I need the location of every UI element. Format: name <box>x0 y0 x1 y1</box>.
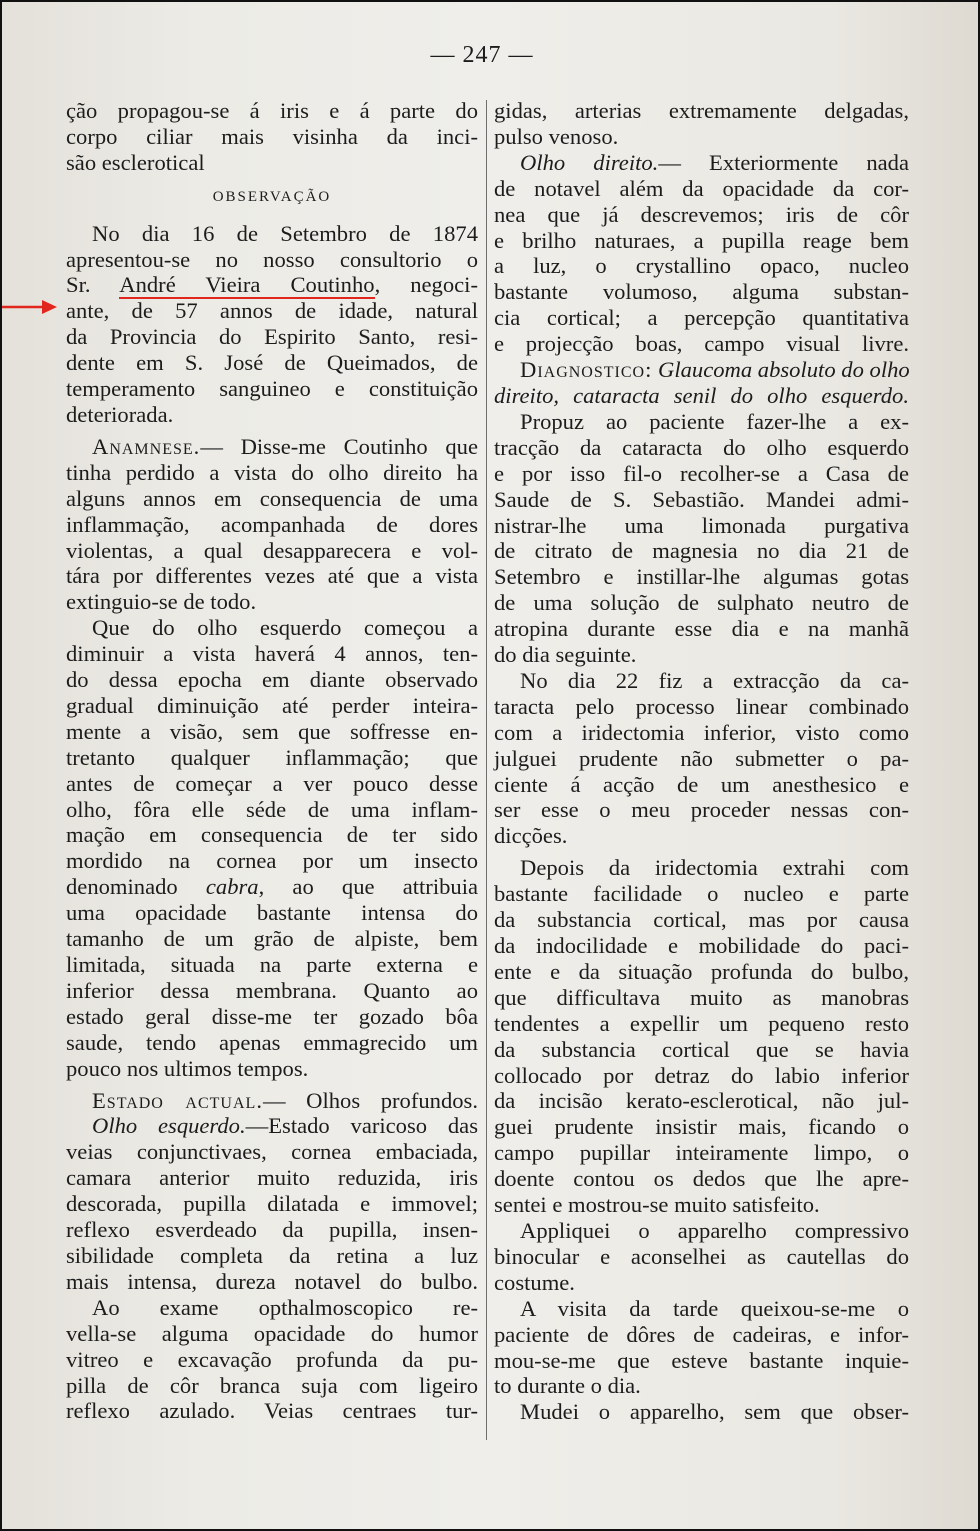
text-line: gradual diminuição até perder inteira- <box>66 692 478 718</box>
text-fragment: — Olhos profundos. <box>262 1087 478 1113</box>
text-line: tamanho de um grão de alpiste, bem <box>66 926 478 952</box>
text-fragment: denominado <box>66 874 206 900</box>
left-column <box>66 98 478 1424</box>
text-line: reflexo azulado. Veias centraes tur- <box>66 1398 478 1424</box>
text-line: paciente de dôres de cadeiras, e infor- <box>494 1321 909 1347</box>
text-line: gidas, arterias extremamente delgadas, <box>494 98 909 123</box>
text-line: do dessa epocha em diante observado <box>66 667 478 693</box>
text-line: deteriorada. <box>66 401 174 427</box>
text-line: taracta pelo processo linear combinado <box>494 693 909 719</box>
text-line-anamnese <box>66 434 478 460</box>
text-line: Depois da iridectomia extrahi com <box>520 855 909 881</box>
text-line: vella-se alguma opacidade do humor <box>66 1320 478 1346</box>
text-line: costume. <box>494 1269 575 1295</box>
text-fragment: , negoci- <box>374 272 478 298</box>
text-line-estado <box>66 1088 478 1114</box>
text-fragment: — Exteriormente nada <box>658 149 909 175</box>
text-line: A visita da tarde queixou-se-me o <box>520 1295 909 1321</box>
section-label: Estado actual. <box>92 1087 263 1113</box>
text-line: julguei prudente não submetter o pa- <box>494 745 909 771</box>
text-line: tára por differentes vezes até que a vista <box>66 563 478 589</box>
text-line: sibilidade completa da retina a luz <box>66 1242 478 1268</box>
text-line: nistrar-lhe uma limonada purgativa <box>494 512 909 538</box>
text-line: saude, tendo apenas emmagrecido um <box>66 1029 478 1055</box>
text-line: da substancia cortical, mas por causa <box>494 907 909 933</box>
text-line: ção propagou-se á iris e á parte do <box>66 98 478 123</box>
text-line: antes de começar a ver pouco desse <box>66 770 478 796</box>
text-line: doente contou os dedos que lhe apre- <box>494 1166 909 1192</box>
text-fragment: —Estado varicoso das <box>245 1113 478 1139</box>
text-line: binocular e aconselhei as cautellas do <box>494 1243 909 1269</box>
text-line: do dia seguinte. <box>494 642 637 668</box>
text-line: mordido na cornea por um insecto <box>66 848 478 874</box>
text-line-olho-esquerdo <box>66 1113 478 1139</box>
text-line-diagnostico <box>494 357 909 383</box>
text-line: veias conjunctivaes, cornea embaciada, <box>66 1139 478 1165</box>
text-line: da indocilidade e mobilidade do paci- <box>494 933 909 958</box>
text-line: Saude de S. Sebastião. Mandei admi- <box>494 486 909 512</box>
text-line: olho, fôra elle séde de uma inflam- <box>66 796 478 822</box>
text-line: inferior dessa membrana. Quanto ao <box>66 977 478 1003</box>
text-line-with-name <box>66 272 478 298</box>
text-line: Appliquei o apparelho compressivo <box>520 1217 909 1243</box>
right-column <box>494 98 909 1425</box>
text-line: uma opacidade bastante intensa do <box>66 900 478 926</box>
text-line: com a iridectomia inferior, visto como <box>494 719 909 745</box>
text-line: pulso venoso. <box>494 123 619 149</box>
text-line: mou-se-me que esteve bastante inquie- <box>494 1347 909 1373</box>
text-line: de uma solução de sulphato neutro de <box>494 590 909 616</box>
text-line: Propuz ao paciente fazer-lhe a ex- <box>520 408 909 434</box>
text-line: apresentou-se no nosso consultorio o <box>66 246 478 272</box>
text-line: da incisão kerato-esclerotical, não jul- <box>494 1088 909 1114</box>
text-line: reflexo esverdeado da pupilla, insen- <box>66 1217 478 1243</box>
text-line: ciente á acção de um anesthesico e <box>494 771 909 797</box>
text-line: atropina durante esse dia e na manhã <box>494 616 909 642</box>
text-line: são esclerotical <box>66 149 205 175</box>
text-line: to durante o dia. <box>494 1373 641 1399</box>
text-line-olho-direito <box>494 150 909 176</box>
text-line: diminuir a vista haverá 4 annos, ten- <box>66 641 478 667</box>
text-line: cia cortical; a percepção quantitativa <box>494 305 909 331</box>
text-line <box>494 383 909 409</box>
text-line: de citrato de magnesia no dia 21 de <box>494 538 909 564</box>
text-line: estado geral disse-me ter gozado bôa <box>66 1003 478 1029</box>
text-line: bastante facilidade o nucleo e parte <box>494 881 909 907</box>
section-label: Anamnese. <box>92 433 201 459</box>
text-line: ser esse o meu proceder nessas con- <box>494 797 909 823</box>
text-line: pilla de côr branca suja com ligeiro <box>66 1372 478 1398</box>
text-line: da Provincia do Espirito Santo, resi- <box>66 324 478 350</box>
text-line: No dia 16 de Setembro de 1874 <box>92 220 478 246</box>
text-line: pouco nos ultimos tempos. <box>66 1055 309 1081</box>
column-divider <box>486 100 487 1440</box>
text-line: e brilho naturaes, a pupilla reage bem <box>494 227 909 253</box>
text-line: campo pupillar inteiramente limpo, o <box>494 1140 909 1166</box>
text-line: No dia 22 fiz a extracção da ca- <box>520 667 909 693</box>
page-number: — 247 — <box>430 42 534 68</box>
text-line: vitreo e excavação profunda da pu- <box>66 1346 478 1372</box>
text-line: guei prudente insistir mais, ficando o <box>494 1114 909 1140</box>
text-line: Que do olho esquerdo começou a <box>92 615 478 641</box>
text-line: que difficultava muito as manobras <box>494 984 909 1010</box>
red-arrow-icon <box>2 298 58 316</box>
text-line: corpo ciliar mais visinha da inci- <box>66 123 478 149</box>
text-line: limitada, situada na parte externa e <box>66 952 478 977</box>
highlighted-name: André Vieira Coutinho <box>119 272 375 298</box>
text-line: a luz, o crystallino opaco, nucleo <box>494 253 909 279</box>
text-line: camara anterior muito reduzida, iris <box>66 1165 478 1191</box>
text-fragment: , ao que attribuia <box>258 874 478 900</box>
text-line: bastante volumoso, alguma substan- <box>494 279 909 305</box>
text-line: dicções. <box>494 823 568 849</box>
text-line: mente a visão, sem que soffresse en- <box>66 718 478 744</box>
text-line: temperamento sanguineo e constituição <box>66 376 478 402</box>
text-line: collocado por detraz do labio inferior <box>494 1062 909 1088</box>
section-heading: OBSERVAÇÃO <box>212 188 332 205</box>
text-line: Mudei o apparelho, sem que obser- <box>520 1399 909 1425</box>
italic-word: cabra <box>205 874 259 900</box>
italic-label: Olho esquerdo. <box>92 1113 246 1139</box>
text-line: nea que já descrevemos; iris de côr <box>494 201 909 227</box>
text-line: tendentes a expellir um pequeno resto <box>494 1010 909 1036</box>
text-line: ante, de 57 annos de idade, natural <box>66 298 478 324</box>
text-line: mação em consequencia de ter sido <box>66 822 478 848</box>
text-line: inflammação, acompanhada de dores <box>66 511 478 537</box>
text-line: e projecção boas, campo visual livre. <box>494 331 909 357</box>
text-line: dente em S. José de Queimados, de <box>66 350 478 376</box>
text-line: extinguio-se de todo. <box>66 589 257 615</box>
italic-label: Olho direito. <box>520 149 659 175</box>
text-line: de notavel além da opacidade da cor- <box>494 175 909 201</box>
text-line: tinha perdido a vista do olho direito ha <box>66 459 478 485</box>
text-line: alguns annos em consequencia de uma <box>66 485 478 511</box>
text-line: mais intensa, dureza notavel do bulbo. <box>66 1268 478 1294</box>
text-line-cabra <box>66 874 478 900</box>
text-line: da substancia cortical que se havia <box>494 1036 909 1062</box>
text-line: e por isso fil-o recolher-se a Casa de <box>494 460 909 486</box>
text-line: Setembro e instillar-lhe algumas gotas <box>494 564 909 590</box>
text-line: Ao exame opthalmoscopico re- <box>92 1294 478 1320</box>
text-line: tretanto qualquer inflammação; que <box>66 744 478 770</box>
text-line: violentas, a qual desapparecera e vol- <box>66 537 478 563</box>
text-line: sentei e mostrou-se muito satisfeito. <box>494 1192 820 1218</box>
text-line: descorada, pupilla dilatada e immovel; <box>66 1191 478 1217</box>
text-fragment: — Disse-me Coutinho que <box>200 433 478 459</box>
text-fragment: Sr. <box>66 272 120 298</box>
text-line: ente e da situação profunda do bulbo, <box>494 958 909 984</box>
text-line: tracção da cataracta do olho esquerdo <box>494 434 909 460</box>
italic-text: Glaucoma absoluto do olho <box>652 357 910 383</box>
section-label: Diagnostico: <box>520 357 653 383</box>
italic-text: direito, cataracta senil do olho esquerdo. <box>494 382 909 408</box>
